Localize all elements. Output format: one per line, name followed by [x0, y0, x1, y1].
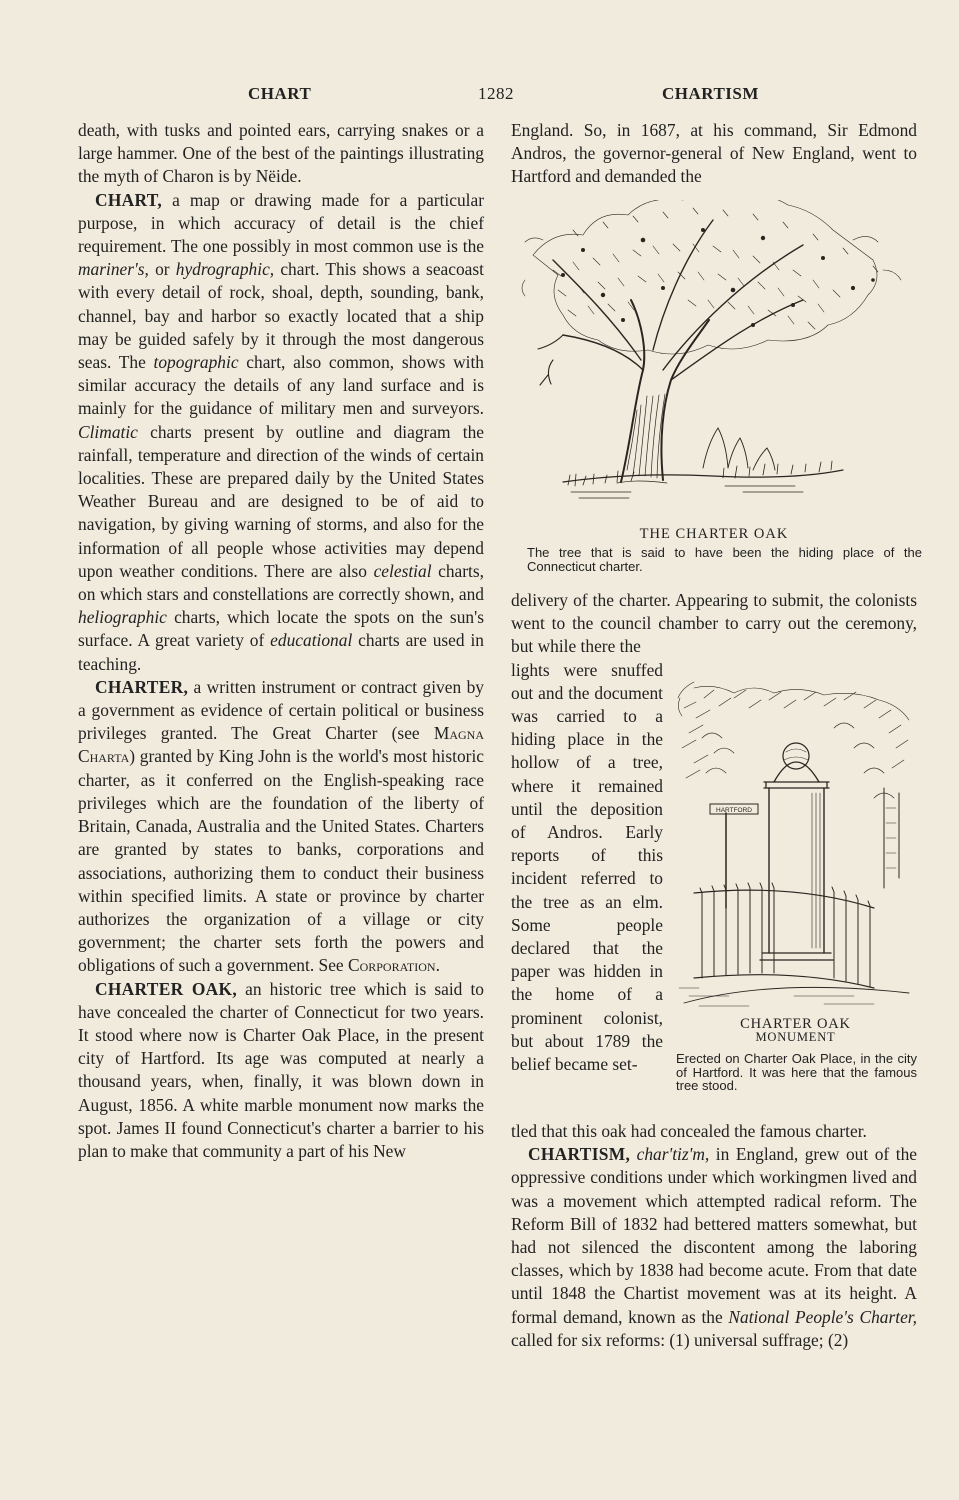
text: a written instrument or contract given by a government as evidence of certain political or business privileges granted. The Great Charter (see	[78, 676, 484, 744]
cross-reference: Magna Charta	[78, 723, 484, 767]
paragraph-charon-end: death, with tusks and pointed ears, carrying snakes or a large hammer. One of the best of the paintings illustrating the myth of Charon is by Nëide.	[78, 120, 484, 187]
entry-chart	[78, 189, 484, 676]
cross-reference: Corporation	[347, 955, 436, 976]
figure-title-line1: CHARTER OAK	[740, 1016, 851, 1032]
text: in England, grew out of the oppressive conditions under which workingmen lived and was a movement which attempted radical reform. The Reform Bill of 1832 had bettered matters somewhat, but had not silenced the discontent among the laboring classes, which by 1838 had become acute. From that date until 1848 the Chartist movement was at its height. A formal demand, known as the	[511, 1144, 917, 1327]
italic-term: National People's Charter,	[728, 1306, 917, 1327]
text: charts, which locate the spots on the sun's surface. A great variety of	[78, 607, 484, 651]
text: an historic tree which is said to have concealed the charter of Connecticut for two years. It stood where now is Charter Oak Place, in the present city of Hartford. Its age was computed at nearly a thousand years, when, finally, it was blown down in August, 1856. A white marble monument now marks the spot. James II found Connecticut's charter a barrier to his plan to make that community a part of his New	[78, 978, 484, 1161]
headword-chart: CHART,	[95, 189, 163, 210]
italic-term: mariner's,	[78, 259, 149, 280]
italic-term: topographic	[153, 352, 239, 373]
entry-chartism	[511, 1143, 917, 1352]
charter-oak-monument-illustration	[674, 678, 917, 1013]
page-number: 1282	[478, 84, 514, 103]
italic-term: heliographic	[78, 607, 167, 628]
italic-term: celestial	[373, 560, 432, 581]
text: charts, on which stars and constellations are correctly shown, and	[78, 560, 484, 605]
paragraph-settled: tled that this oak had concealed the famous charter.	[511, 1121, 867, 1141]
figure-caption-monument: Erected on Charter Oak Place, in the city of Hartford. It was here that the famous tree stood.	[676, 1051, 917, 1093]
text: chart. This shows a seacoast with every detail of rock, shoal, depth, sounding, bank, channel, bay and harbor so exactly located that a ship may be guided safely by it through the most dangerous seas. The	[78, 259, 484, 373]
italic-term: hydrographic,	[175, 259, 275, 280]
text: charts are used in teaching.	[78, 630, 484, 674]
text: called for six reforms: (1) universal suffrage; (2)	[511, 1329, 849, 1350]
paragraph-narrow-wrap: lights were snuffed out and the document was carried to a hiding place in the hollow of a tree, where it remained until the deposition of Andros. Early reports of this incident referred to the tree as an elm. Some people declared that the paper was hidden in the home of a prominent colonist, but about 1789 the belief became set-	[511, 659, 663, 1075]
signpost-text: HARTFORD	[716, 807, 752, 814]
right-column-top	[511, 119, 917, 189]
text: ) granted by King John is the world's most historic charter, as it conferred on the English-speaking race privileges which are the foundation of the liberty of Britain, Canada, Australia and the United States. Charters are granted by states to banks, corporations and associations, authorizing them to conduct their business within specified limits. A state or province by charter authorizes the organization of a village or city government; the charter sets forth the powers and obligations of such a government. See	[78, 746, 484, 976]
italic-term: educational	[270, 630, 353, 651]
entry-charter	[78, 676, 484, 978]
charter-oak-tree-illustration	[513, 200, 917, 522]
paragraph-charter-oak-continued: England. So, in 1687, at his command, Sir Edmond Andros, the governor-general of New England, went to Hartford and demanded the	[511, 120, 917, 187]
figure-title-line2: MONUMENT	[755, 1030, 836, 1044]
text: chart, also common, shows with similar accuracy the details of any land surface and is mainly for the guidance of military men and surveyors.	[78, 352, 484, 419]
pronunciation: char'tiz'm,	[636, 1144, 710, 1165]
figure-title-monument	[674, 1018, 917, 1044]
text: a map or drawing made for a particular purpose, in which accuracy of detail is the chief requirement. The one possibly in most common use is the	[78, 189, 484, 257]
running-head-right: CHARTISM	[662, 84, 759, 103]
right-column-bottom	[511, 1120, 917, 1352]
italic-term: Climatic	[78, 421, 138, 442]
running-head-left: CHART	[248, 84, 312, 103]
headword-charter-oak: CHARTER OAK,	[95, 978, 238, 999]
entry-charter-oak	[78, 978, 484, 1164]
figure-title: THE CHARTER OAK	[639, 526, 789, 542]
left-column	[78, 119, 484, 1163]
text: .	[435, 955, 440, 976]
headword-charter: CHARTER,	[95, 676, 189, 697]
text: charts present by outline and diagram the rainfall, temperature and direction of the winds of certain localities. These are prepared daily by the United States Weather Bureau and are designed to be of aid to navigation, by giving warning of storms, and also for the information of all people whose activities may depend upon weather conditions. There are also	[78, 421, 484, 581]
headword-chartism: CHARTISM,	[528, 1144, 631, 1165]
paragraph-delivery: delivery of the charter. Appearing to submit, the colonists went to the council chamber to carry out the ceremony, but while there the	[511, 590, 917, 657]
text: or	[148, 259, 176, 280]
figure-caption: The tree that is said to have been the hiding place of the Connecticut charter.	[527, 545, 922, 574]
